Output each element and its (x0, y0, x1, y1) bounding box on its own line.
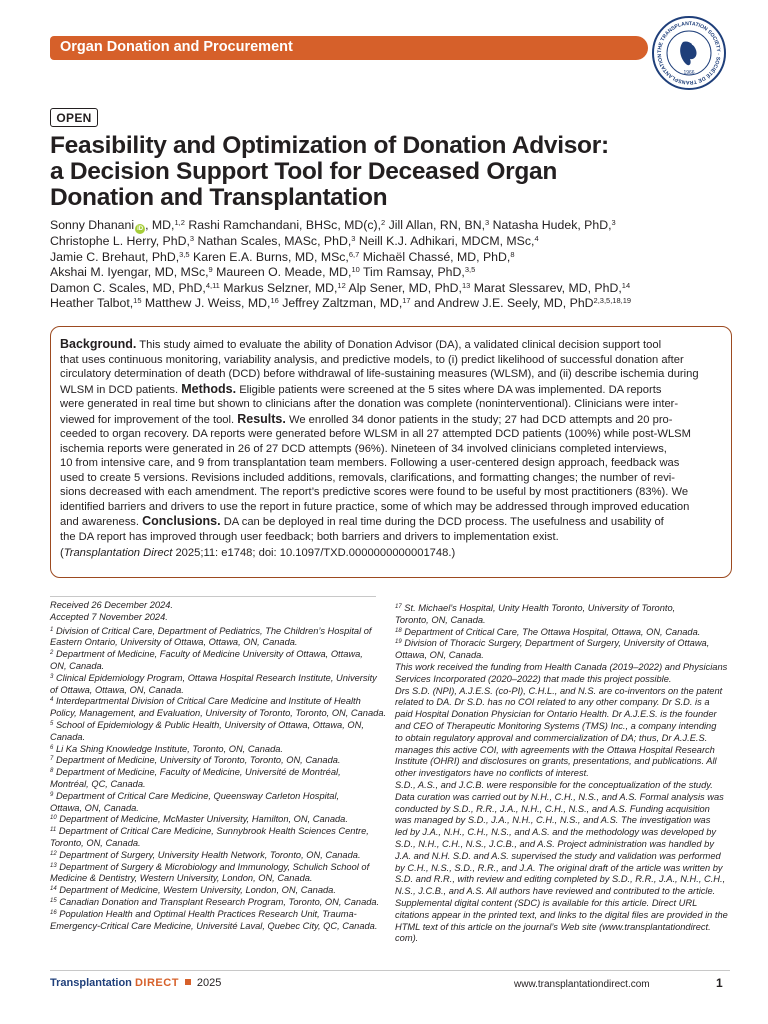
society-seal-logo (650, 14, 728, 92)
affiliation-text: Department of Medicine, University of Toronto, Toronto, ON, Canada. (55, 755, 341, 766)
abstract-text: and awareness. (60, 516, 139, 528)
affiliation-text: School of Epidemiology & Public Health, University of Ottawa, Ottawa, ON, (55, 719, 364, 730)
affiliation-text: Department of Medicine, Western University, London, ON, Canada. (59, 885, 336, 896)
author-line (50, 296, 740, 312)
abstract-line: ceeded to organ recovery. DA reports were generated before WLSM in all 27 attempted DCD patients (100%) while post-WLSM (60, 428, 691, 440)
affiliation-text: Department of Medicine, Faculty of Medicine University of Ottawa, Ottawa, (55, 649, 363, 660)
affiliation: $^{14}$ Department of Medicine, Western University, London, ON, Canada. (50, 885, 336, 896)
author-name: and Andrew J.E. Seely, MD, PhD (410, 296, 594, 311)
sdc-note[interactable]: HTML text of this article on the journal’s Web site (www.transplantationdirect. (395, 921, 711, 932)
affiliation-text: Eastern Ontario, University of Ottawa, Ottawa, ON, Canada. (50, 637, 298, 648)
affiliation: $^{11}$ Department of Critical Care Medicine, Sunnybrook Health Sciences Centre, (50, 826, 369, 837)
affiliation-ref: 12 (337, 280, 346, 290)
svg-text:1966: 1966 (683, 70, 695, 76)
affiliation-ref: 3 (189, 234, 195, 243)
affiliation-ref: 3,5 (179, 249, 190, 259)
affiliation: $^{18}$ Department of Critical Care, The Ottawa Hospital, Ottawa, ON, Canada. (395, 626, 701, 637)
author-name: Michaël Chassé, MD, PhD, (359, 249, 511, 264)
affiliation-ref: 4,11 (205, 280, 220, 290)
abstract-line: were generated in real time but shown to clinicians after the donation was complete (noninterventional). Clinicians were inter- (60, 398, 679, 410)
affiliation: $^{13}$ Department of Surgery & Microbiology and Immunology, Schulich School of (50, 861, 370, 872)
affiliation-text: Ottawa, ON, Canada. (50, 802, 139, 813)
contributions-note: by C.H., N.S., S.D., R.R., and J.A. The original draft of the article was written by (395, 862, 723, 873)
abstract-line (60, 337, 731, 353)
affiliation-ref: 3 (485, 218, 490, 227)
coi-note: other investigators have no conflicts of interest. (395, 768, 589, 779)
author-name: Akshai M. Iyengar, MD, MSc, (50, 265, 209, 280)
author-line (50, 234, 740, 250)
affiliation-text: Division of Critical Care, Department of Pediatrics, The Children’s Hospital of (55, 625, 372, 636)
author-name: Jamie C. Brehaut, PhD, (50, 249, 180, 264)
affiliation-text: Interdepartmental Division of Critical Care Medicine and Institute of Health (55, 696, 361, 707)
author-name: Jill Allan, RN, BN, (385, 218, 485, 232)
title-line: a Decision Support Tool for Deceased Organ (50, 158, 557, 185)
coi-note: Institute (OHRI) and disclosures on grants, presentations, and publications. All (395, 756, 717, 767)
journal-url[interactable]: www.transplantationdirect.com (514, 979, 650, 990)
author-list (50, 218, 740, 312)
abstract-line (60, 412, 731, 428)
affiliation-ref: 8 (510, 249, 515, 259)
affiliation-text: Montréal, QC, Canada. (50, 778, 146, 789)
section-banner (50, 36, 648, 60)
affiliation: $^7$ Department of Medicine, University of Toronto, Toronto, ON, Canada. (50, 755, 341, 766)
affiliation-text: Toronto, ON, Canada. (50, 837, 141, 848)
author-name: Heather Talbot, (50, 296, 134, 311)
affiliation-ref: 3,5 (464, 265, 476, 275)
author-name: Alp Sener, MD, PhD, (345, 280, 462, 295)
journal-brand: Transplantation (50, 977, 132, 989)
coi-note: and CEO of Therapeutic Monitoring Systems (TMS) Inc., a company intending (395, 720, 717, 731)
coi-note: paid Hospital Donation Physician for Ontario Health. Dr A.J.E.S. is the founder (395, 709, 717, 720)
affiliation-text: Canadian Donation and Transplant Research Program, Toronto, ON, Canada. (59, 896, 380, 907)
title-line: Feasibility and Optimization of Donation Advisor: (50, 132, 609, 159)
author-name: Karen E.A. Burns, MD, MSc, (189, 249, 349, 264)
affiliation: $^9$ Department of Critical Care Medicine, Queensway Carleton Hospital, (50, 790, 340, 801)
abstract-heading-background: Background. (60, 337, 137, 351)
sdc-note: com). (395, 933, 419, 944)
journal-footer (50, 977, 221, 989)
abstract-line: that uses continuous monitoring, variability analysis, and predictive models, to (i) predict likelihood of successful donation after (60, 353, 684, 366)
abstract-line: 10 from intensive care, and 9 from transplantation team members. Following a user-centered design approach, feedback was (60, 457, 680, 469)
author-line (50, 281, 740, 297)
author-line (50, 250, 740, 266)
abstract-heading-conclusions: Conclusions. (142, 514, 221, 528)
affiliations-right (395, 603, 728, 945)
affiliation-ref: 17 (402, 296, 411, 306)
abstract-line: ischemia reports were generated in 26 of 27 DCD attempts (96%). Nineteen of 34 involved clinicians completed interviews, (60, 442, 667, 455)
author-name: Damon C. Scales, MD, PhD, (50, 280, 206, 295)
abstract-line (60, 382, 731, 398)
orcid-icon[interactable]: iD (137, 226, 144, 232)
affiliation-text: Department of Medicine, McMaster University, Hamilton, ON, Canada. (59, 814, 348, 825)
contributions-note: S.D., A.S., and J.C.B. were responsible for the conceptualization of the study. (395, 779, 713, 790)
affiliation: $^4$ Interdepartmental Division of Critical Care Medicine and Institute of Health (50, 696, 361, 707)
affiliation-text: Medicine & Dentistry, Western University, London, ON, Canada. (50, 873, 313, 884)
abstract-text: This study aimed to evaluate the ability of Donation Advisor (DA), a validated clinical decision support tool (136, 339, 662, 351)
affiliation-text: Department of Critical Care Medicine, Sunnybrook Health Sciences Centre, (58, 826, 369, 837)
author-name: Marat Slessarev, MD, PhD, (470, 280, 622, 295)
author-line (50, 218, 740, 234)
section-label: Organ Donation and Procurement (60, 39, 293, 55)
author-line (50, 265, 740, 281)
affiliation-text: Department of Medicine, Faculty of Medicine, Université de Montréal, (55, 767, 341, 778)
abstract-text: We enrolled 34 donor patients in the study; 27 had DCD attempts and 20 pro- (285, 413, 673, 426)
sdc-note: citations appear in the printed text, and links to the digital files are provided in the (395, 909, 728, 920)
footer-divider (50, 970, 730, 971)
abstract-line (60, 514, 731, 530)
abstract-text: viewed for improvement of the tool. (60, 413, 235, 426)
abstract-line: identified barriers and drivers to use the report in future practice, some of which may be addressed through improved education (60, 500, 690, 513)
square-bullet-icon (185, 979, 191, 985)
author-name: Matthew J. Weiss, MD, (141, 296, 271, 311)
contributions-note: J.A. and N.H. S.D. and A.S. supervised the study and validation was performed (395, 850, 721, 861)
author-name: Maureen O. Meade, MD, (212, 265, 352, 280)
author-name: Christophe L. Herry, PhD, (50, 234, 190, 248)
author-degree: , MD, (145, 218, 175, 232)
abstract-box (50, 326, 732, 578)
svg-text:THE TRANSPLANTATION SOCIETY ·: THE TRANSPLANTATION SOCIETY · SOCIÉTÉ DE TRANSPLANTATION (656, 20, 722, 86)
footer-year: 2025 (196, 977, 222, 989)
affiliation: $^{19}$ Division of Thoracic Surgery, Department of Surgery, University of Ottawa, (395, 638, 710, 649)
author-name: Rashi Ramchandani, BHSc, MD(c), (184, 218, 382, 232)
affiliation-text: Department of Surgery & Microbiology and Immunology, Schulich School of (59, 861, 370, 872)
affiliations-left (50, 600, 387, 932)
contributions-note: S.D., N.H., C.H., N.S., J.C.B., and A.S. Project administration was handled by (395, 838, 714, 849)
affiliation-text: Department of Critical Care, The Ottawa Hospital, Ottawa, ON, Canada. (404, 626, 701, 637)
affiliation: $^6$ Li Ka Shing Knowledge Institute, Toronto, ON, Canada. (50, 743, 283, 754)
affiliation-text: Emergency-Critical Care Medicine, Université Laval, Quebec City, QC, Canada. (50, 920, 378, 931)
open-access-badge: OPEN (50, 108, 98, 127)
abstract-heading-methods: Methods. (181, 381, 237, 396)
affiliation-text: St. Michael’s Hospital, Unity Health Toronto, University of Toronto, (404, 603, 676, 613)
author-name: Neill K.J. Adhikari, MDCM, MSc, (355, 234, 535, 248)
accepted-date: Accepted 7 November 2024. (50, 611, 168, 622)
affiliation-ref: 1,2 (174, 218, 185, 227)
affiliation-text: Department of Critical Care Medicine, Queensway Carleton Hospital, (55, 790, 340, 801)
funding-note: Services Incorporated (2020–2022) that made this project possible. (395, 673, 672, 684)
author-name: Markus Selzner, MD, (219, 280, 338, 295)
affiliation-ref: 6,7 (348, 249, 360, 259)
abstract-text: WLSM in DCD patients. (60, 383, 179, 396)
page-number: 1 (716, 976, 723, 990)
article-title (50, 133, 740, 211)
affiliation-ref: 2,3,5,18,19 (593, 296, 632, 306)
contributions-note: led by J.A., N.H., C.H., N.S., and A.S. and the methodology was developed by (395, 827, 717, 838)
affiliation-ref: 3 (611, 218, 616, 227)
abstract-text: DA can be deployed in real time during the DCD process. The usefulness and usability of (220, 516, 664, 528)
affiliation-text: Policy, Management, and Evaluation, University of Toronto, Toronto, ON, Canada. (50, 708, 387, 719)
affiliation: $^{17}$ St. Michael’s Hospital, Unity Health Toronto, University of Toronto, (395, 603, 676, 613)
coi-note: related to DA. Dr S.D. has no COI related to any other company. Dr S.D. is a (395, 697, 710, 708)
author-name: Nathan Scales, MASc, PhD, (194, 234, 352, 248)
affiliation: $^3$ Clinical Epidemiology Program, Ottawa Hospital Research Institute, University (50, 672, 377, 683)
contributions-note: conducted by S.D., R.R., J.A., N.H., C.H., N.S., and A.S. Funding acquisition (395, 803, 710, 814)
contributions-note: was managed by S.D., J.A., N.H., C.H., N.S., and A.S. The investigation was (395, 815, 711, 826)
affiliation-text: Canada. (50, 731, 86, 742)
coi-note: Drs S.D. (NPI), A.J.E.S. (co-PI), C.H.L., and N.S. are co-inventors on the patent (395, 685, 723, 696)
affiliation: $^{16}$ Population Health and Optimal Health Practices Research Unit, Trauma- (50, 908, 357, 919)
journal-brand-direct: DIRECT (134, 977, 179, 989)
affiliation: $^2$ Department of Medicine, Faculty of Medicine University of Ottawa, Ottawa, (50, 649, 363, 660)
author-name: Natasha Hudek, PhD, (489, 218, 612, 232)
abstract-line: used to create 5 versions. Revisions included additions, removals, clarifications, and formatting changes; the number of revi- (60, 471, 676, 484)
affiliation-ref: 14 (621, 280, 631, 290)
affiliation-ref: 15 (133, 296, 142, 306)
funding-note: This work received the funding from Health Canada (2019–2022) and Physicians (395, 661, 728, 672)
affiliation-ref: 2 (381, 218, 386, 227)
affiliation-text: of Ottawa, Ottawa, ON, Canada. (50, 684, 184, 695)
affiliation: $^8$ Department of Medicine, Faculty of Medicine, Université de Montréal, (50, 767, 341, 778)
title-line: Donation and Transplantation (50, 184, 388, 211)
coi-note: manages this active COI, with agreements with the Ottawa Hospital Research (395, 744, 715, 755)
abstract-line: sions decreased with each amendment. The report’s predictive scores were found to be useful by most practitioners (83%). We (60, 486, 689, 498)
received-date: Received 26 December 2024. (50, 600, 173, 610)
footnote-divider (50, 596, 376, 597)
affiliation-ref: 4 (534, 234, 539, 243)
coi-note: to obtain regulatory approval and commercialization of DA; thus, Dr A.J.E.S. (395, 732, 708, 743)
affiliation-ref: 3 (351, 234, 356, 243)
affiliation-text: Li Ka Shing Knowledge Institute, Toronto, ON, Canada. (55, 743, 283, 754)
contributions-note: Data curation was carried out by N.H., C.H., N.S., and A.S. Formal analysis was (395, 791, 724, 802)
affiliation-text: Population Health and Optimal Health Practices Research Unit, Trauma- (59, 908, 357, 919)
affiliation-text: Ottawa, ON, Canada. (395, 650, 484, 661)
author-name: Tim Ramsay, PhD, (359, 265, 465, 280)
affiliation-ref: 10 (351, 265, 360, 275)
affiliation-text: ON, Canada. (50, 660, 105, 671)
contributions-note: S.D. and R.R., with review and editing completed by S.D., R.R., J.A., N.H., C.H., (395, 874, 726, 885)
abstract-line: the DA report has improved through user feedback; both barriers and drivers to implementation exist. (60, 530, 559, 543)
affiliation-ref: 16 (270, 296, 279, 306)
citation-text: 2025;11: e1748; doi: 10.1097/TXD.0000000000001748.) (172, 547, 456, 559)
affiliation-text: Division of Thoracic Surgery, Department of Surgery, University of Ottawa, (404, 638, 710, 649)
citation-journal: Transplantation Direct (63, 547, 173, 559)
affiliation-ref: 9 (208, 265, 213, 275)
affiliation: $^{12}$ Department of Surgery, University Health Network, Toronto, ON, Canada. (50, 849, 361, 860)
sdc-note: Supplemental digital content (SDC) is available for this article. Direct URL (395, 897, 698, 908)
abstract-heading-results: Results. (237, 411, 286, 426)
citation-text: ( (60, 547, 64, 559)
affiliation-ref: 13 (461, 280, 471, 290)
affiliation: $^{15}$ Canadian Donation and Transplant Research Program, Toronto, ON, Canada. (50, 896, 380, 907)
abstract-line: circulatory determination of death (DCD) before withdrawal of life-sustaining measures (WLSM), and (ii) describe ischemia during (60, 368, 699, 380)
affiliation: $^{10}$ Department of Medicine, McMaster University, Hamilton, ON, Canada. (50, 814, 348, 825)
affiliation-text: Department of Surgery, University Health Network, Toronto, ON, Canada. (59, 849, 361, 860)
contributions-note: N.S., J.C.B., and A.S. All authors have reviewed and contributed to the article. (395, 886, 716, 897)
affiliation-text: Toronto, ON, Canada. (395, 614, 486, 625)
affiliation: $^1$ Division of Critical Care, Department of Pediatrics, The Children’s Hospital of (50, 625, 372, 636)
affiliation: $^5$ School of Epidemiology & Public Health, University of Ottawa, Ottawa, ON, (50, 719, 364, 730)
abstract-text: Eligible patients were screened at the 5 sites where DA was implemented. DA reports (236, 383, 662, 396)
citation-line (60, 546, 731, 561)
author-name[interactable]: Sonny Dhanani (50, 218, 135, 232)
affiliation-text: Clinical Epidemiology Program, Ottawa Hospital Research Institute, University (55, 672, 377, 683)
author-name: Jeffrey Zaltzman, MD, (278, 296, 403, 311)
